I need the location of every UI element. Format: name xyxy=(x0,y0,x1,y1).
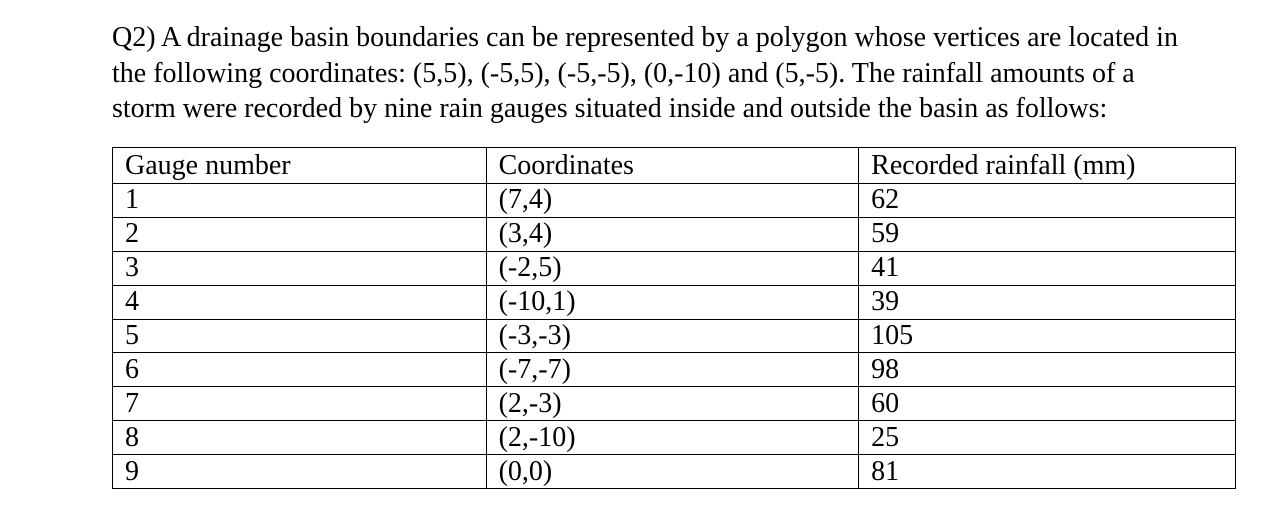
rainfall-cell: 25 xyxy=(859,421,1236,455)
table-row xyxy=(113,285,1236,319)
table-row xyxy=(113,421,1236,455)
rainfall-cell: 41 xyxy=(859,251,1236,285)
gauge-number-cell: 2 xyxy=(113,217,487,251)
coordinates-cell: (3,4) xyxy=(486,217,859,251)
gauge-number-cell: 8 xyxy=(113,421,487,455)
rainfall-cell: 59 xyxy=(859,217,1236,251)
gauge-number-cell: 4 xyxy=(113,285,487,319)
table-row xyxy=(113,455,1236,489)
coordinates-cell: (-2,5) xyxy=(486,251,859,285)
header-gauge-number: Gauge number xyxy=(113,148,487,184)
table-row xyxy=(113,184,1236,218)
gauge-number-cell: 6 xyxy=(113,353,487,387)
gauge-number-cell: 1 xyxy=(113,184,487,218)
rainfall-cell: 60 xyxy=(859,387,1236,421)
table-row xyxy=(113,353,1236,387)
gauge-number-cell: 3 xyxy=(113,251,487,285)
rainfall-cell: 81 xyxy=(859,455,1236,489)
coordinates-cell: (-3,-3) xyxy=(486,319,859,353)
coordinates-cell: (2,-3) xyxy=(486,387,859,421)
coordinates-cell: (-7,-7) xyxy=(486,353,859,387)
rain-gauge-table xyxy=(112,147,1236,489)
rainfall-cell: 98 xyxy=(859,353,1236,387)
rainfall-cell: 39 xyxy=(859,285,1236,319)
table-row xyxy=(113,251,1236,285)
question-line: storm were recorded by nine rain gauges situated inside and outside the basin as follows: xyxy=(112,93,1108,124)
table-header-row xyxy=(113,148,1236,184)
header-recorded-rainfall: Recorded rainfall (mm) xyxy=(859,148,1236,184)
table-row xyxy=(113,319,1236,353)
coordinates-cell: (2,-10) xyxy=(486,421,859,455)
rainfall-cell: 105 xyxy=(859,319,1236,353)
rainfall-cell: 62 xyxy=(859,184,1236,218)
table-row xyxy=(113,217,1236,251)
table-row xyxy=(113,387,1236,421)
header-coordinates: Coordinates xyxy=(486,148,859,184)
question-line: the following coordinates: (5,5), (-5,5), (-5,-5), (0,-10) and (5,-5). The rainfall amounts of a xyxy=(112,57,1135,89)
coordinates-cell: (7,4) xyxy=(486,184,859,218)
gauge-number-cell: 7 xyxy=(113,387,487,421)
gauge-number-cell: 9 xyxy=(113,455,487,489)
gauge-number-cell: 5 xyxy=(113,319,487,353)
coordinates-cell: (-10,1) xyxy=(486,285,859,319)
question-line: Q2) A drainage basin boundaries can be represented by a polygon whose vertices are located in xyxy=(112,22,1178,53)
question-text xyxy=(112,20,1242,127)
coordinates-cell: (0,0) xyxy=(486,455,859,489)
